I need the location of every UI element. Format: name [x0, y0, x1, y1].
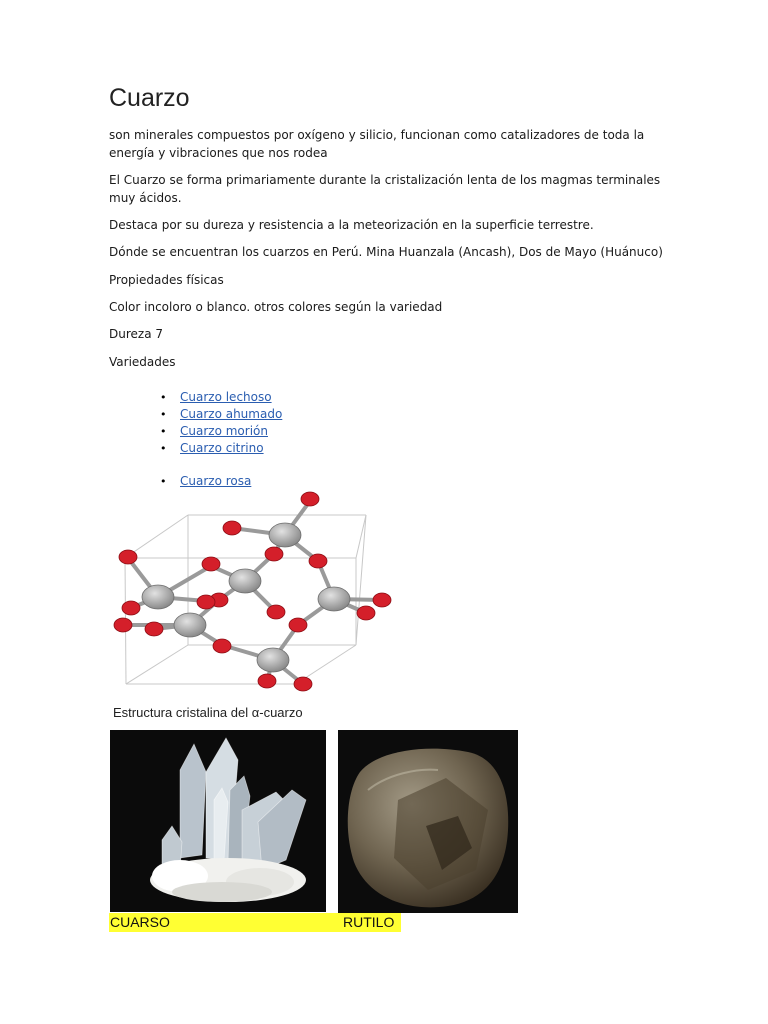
paragraph-varieties-heading: Variedades — [109, 355, 176, 369]
paragraph-formation: El Cuarzo se forma primariamente durante la cristalización lenta de los magmas terminales muy ácidos. — [109, 173, 661, 205]
list-item — [160, 440, 282, 457]
rutile-photo — [338, 730, 518, 913]
list-item — [160, 389, 282, 406]
link-cuarzo-lechoso[interactable]: Cuarzo lechoso — [180, 390, 272, 404]
bullet-icon: • — [160, 425, 167, 438]
list-item — [160, 423, 282, 440]
link-cuarzo-ahumado[interactable]: Cuarzo ahumado — [180, 407, 283, 421]
varieties-list — [160, 389, 282, 457]
link-cuarzo-rosa[interactable]: Cuarzo rosa — [180, 474, 252, 488]
paragraph-location: Dónde se encuentran los cuarzos en Perú. Mina Huanzala (Ancash), Dos de Mayo (Huánuco) — [109, 245, 663, 259]
page-title: Cuarzo — [109, 84, 190, 112]
bullet-icon: • — [160, 442, 167, 455]
bullet-icon: • — [160, 475, 167, 488]
crystal-structure-image — [108, 488, 403, 694]
link-cuarzo-citrino[interactable]: Cuarzo citrino — [180, 441, 264, 455]
paragraph-hardness: Destaca por su dureza y resistencia a la meteorización en la superficie terrestre. — [109, 218, 594, 232]
list-item — [160, 406, 282, 423]
label-rutilo: RUTILO — [343, 914, 395, 930]
bullet-icon: • — [160, 391, 167, 404]
paragraph-color: Color incoloro o blanco. otros colores según la variedad — [109, 300, 443, 314]
paragraph-properties-heading: Propiedades físicas — [109, 273, 224, 287]
link-cuarzo-morion[interactable]: Cuarzo morión — [180, 424, 268, 438]
paragraph-dureza: Dureza 7 — [109, 327, 163, 341]
label-cuarso: CUARSO — [110, 914, 170, 930]
paragraph-composition: son minerales compuestos por oxígeno y silicio, funcionan como catalizadores de toda la energía y vibraciones que nos rodea — [109, 128, 645, 160]
quartz-photo — [110, 730, 326, 912]
figure-caption: Estructura cristalina del α-cuarzo — [113, 705, 303, 720]
bullet-icon: • — [160, 408, 167, 421]
